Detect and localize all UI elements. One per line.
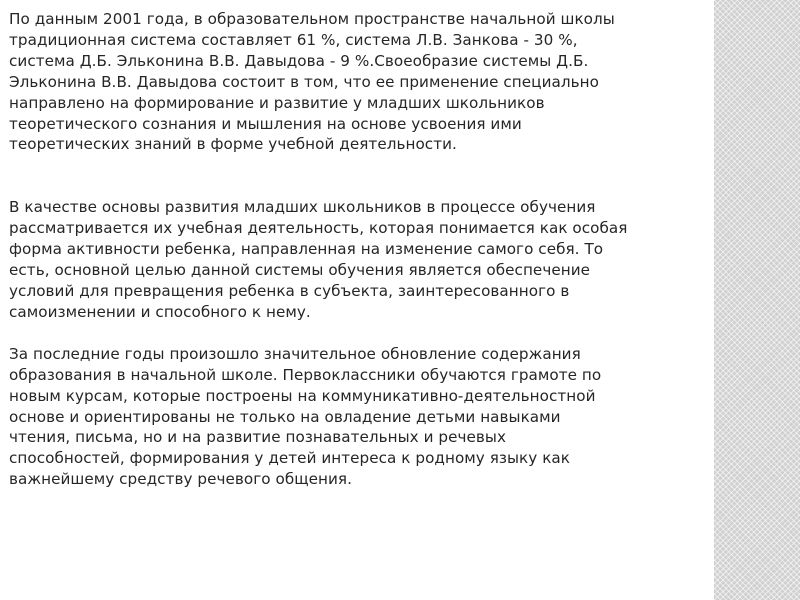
decorative-side-stripe [714,0,800,600]
paragraph-spacer [9,323,714,344]
paragraph-statistics: По данным 2001 года, в образовательном пространстве начальной школы традиционная система составляет 61 %, система Л.В. Занкова - 30 %, система Д.Б. Эльконина В.В. Давыдова - 9 %.Своеобразие системы Д.Б. Эльконина В.В. Давыдова состоит в том, что ее применение специально направлено на формирование и развитие у младших школьников теоретического сознания и мышления на основе усвоения ими теоретических знаний в форме учебной деятельности. [9,10,615,154]
paragraph-learning-activity: В качестве основы развития младших школьников в процессе обучения рассматривается их учебная деятельность, которая понимается как особая форма активности ребенка, направленная на изменение самого себя. То есть, основной целью данной системы обучения является обеспечение условий для превращения ребенка в субъекта, заинтересованного в самоизменении и способного к нему. [9,198,628,321]
slide-text-body [9,9,714,490]
paragraph-spacer [9,155,714,197]
paragraph-content-update: За последние годы произошло значительное обновление содержания образования в начальной школе. Первоклассники обучаются грамоте по новым курсам, которые построены на коммуникативно-деятельностной основе и ориентированы не только на овладение детьми навыками чтения, письма, но и на развитие познавательных и речевых способностей, формирования у детей интереса к родному языку как важнейшему средству речевого общения. [9,344,602,489]
